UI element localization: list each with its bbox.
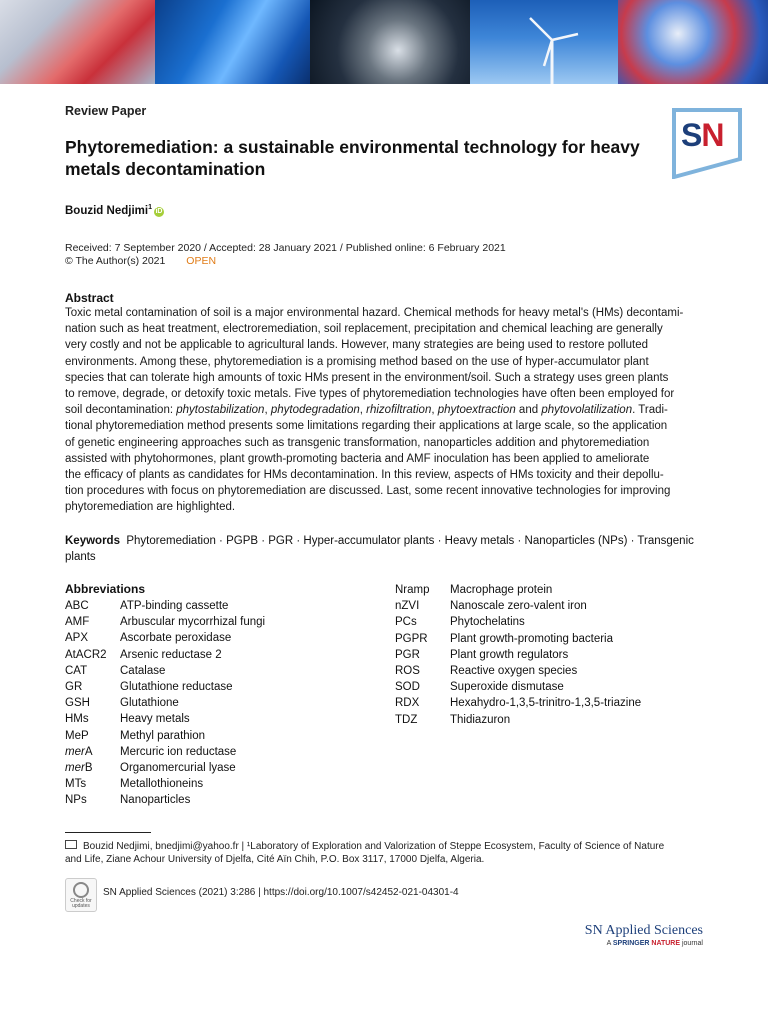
banner-image-wind-turbine bbox=[470, 0, 618, 84]
abbreviation-row: SOD Superoxide dismutase bbox=[395, 681, 564, 694]
author-name[interactable]: Bouzid Nedjimi bbox=[65, 204, 149, 217]
abbreviation-row: RDX Hexahydro-1,3,5-trinitro-1,3,5-triazine bbox=[395, 697, 642, 710]
abstract-line: very costly and not be applicable to agricultural lands. However, many strategies are being used to restore polluted bbox=[65, 339, 648, 352]
title-line-1: Phytoremediation: a sustainable environmental technology for heavy bbox=[65, 137, 640, 157]
footnote bbox=[65, 840, 715, 866]
abbreviation-row: AtACR2 Arsenic reductase 2 bbox=[65, 648, 222, 661]
abstract-line: assisted with phytohormones, plant growth-promoting bacteria and AMF inoculation has been applied to ameliorate bbox=[65, 452, 650, 465]
open-access-label: OPEN bbox=[186, 255, 217, 267]
abbreviation-row: merA Mercuric ion reductase bbox=[65, 745, 237, 758]
keywords-list: Phytoremediation · PGPB · PGR · Hyper-accumulator plants · Heavy metals · Nanoparticles (NPs) · Transgenic bbox=[126, 535, 694, 547]
check-for-updates-icon bbox=[73, 882, 89, 898]
abstract-line: environments. Among these, phytoremediation is a promising method based on the use of hyper-accumulator plant bbox=[65, 355, 649, 368]
abbreviation-row: merB Organomercurial lyase bbox=[65, 762, 236, 775]
footnote-line-2: and Life, Ziane Achour University of Djelfa, Cité Aïn Chih, P.O. Box 3117, 17000 Djelfa, Algeria. bbox=[65, 854, 485, 865]
sn-logo: SN bbox=[671, 107, 743, 179]
banner-image-2 bbox=[155, 0, 310, 84]
citation[interactable]: SN Applied Sciences (2021) 3:286 | https://doi.org/10.1007/s42452-021-04301-4 bbox=[103, 887, 459, 898]
abbreviation-row: APX Ascorbate peroxidase bbox=[65, 632, 232, 645]
orcid-icon[interactable]: iD bbox=[155, 207, 163, 215]
abbreviations-left bbox=[65, 598, 365, 809]
author-affiliation-sup: 1 bbox=[148, 204, 152, 211]
abbreviation-row: ROS Reactive oxygen species bbox=[395, 665, 578, 678]
check-badge-line-1: Check for bbox=[70, 898, 92, 904]
abstract-line: tional phytoremediation method presents some limitations regarding their applications at large scale, so the application bbox=[65, 420, 668, 433]
abbreviation-row: ABC ATP-binding cassette bbox=[65, 600, 229, 612]
abstract-line: the efficacy of plants as candidates for HMs decontamination. In this review, aspects of HMs toxicity and their depollu- bbox=[65, 469, 664, 482]
sn-logo-text: S bbox=[681, 117, 702, 153]
footnote-divider bbox=[65, 832, 151, 833]
abstract-line: phytoremediation are highlighted. bbox=[65, 501, 236, 514]
abstract-line: species that can tolerate high amounts of toxic HMs present in the environment/soil. Such a strategy uses green plants bbox=[65, 371, 669, 384]
author-line bbox=[65, 204, 164, 217]
abstract-body bbox=[65, 305, 705, 516]
abbreviations-heading: Abbreviations bbox=[65, 582, 146, 596]
keywords-heading: Keywords bbox=[65, 535, 120, 547]
wind-turbine-icon bbox=[470, 0, 618, 84]
abbreviation-row: nZVI Nanoscale zero-valent iron bbox=[395, 600, 587, 613]
abbreviation-row: AMF Arbuscular mycorrhizal fungi bbox=[65, 616, 266, 629]
keywords bbox=[65, 533, 705, 565]
abstract-heading: Abstract bbox=[65, 291, 114, 305]
abbreviation-row: PGR Plant growth regulators bbox=[395, 648, 569, 661]
banner-image-5 bbox=[618, 0, 768, 84]
abbreviation-row: TDZ Thidiazuron bbox=[395, 713, 511, 726]
abstract-line: nation such as heat treatment, electroremediation, soil replacement, precipitation and chemical leaching are generally bbox=[65, 323, 663, 336]
dates: Received: 7 September 2020 / Accepted: 28 January 2021 / Published online: 6 February 2021 bbox=[65, 242, 506, 254]
abbreviation-row: Nramp Macrophage protein bbox=[395, 584, 553, 596]
abstract-line: to remove, degrade, or detoxify toxic metals. Five types of phytoremediation technologies have often been employed for bbox=[65, 388, 675, 401]
abstract-line: tion procedures with focus on phytoremediation are discussed. Last, some recent innovative technologies for improving bbox=[65, 485, 671, 498]
copyright: © The Author(s) 2021 bbox=[65, 255, 166, 267]
footnote-line-1: Bouzid Nedjimi, bnedjimi@yahoo.fr | ¹Laboratory of Exploration and Valorization of Steppe Ecosystem, Faculty of Science of Nature bbox=[83, 841, 665, 852]
abbreviation-row: NPs Nanoparticles bbox=[65, 794, 191, 807]
header-banner bbox=[0, 0, 768, 84]
title-line-2: metals decontamination bbox=[65, 159, 266, 179]
abbreviation-row: PCs Phytochelatins bbox=[395, 616, 525, 629]
abbreviation-row: GSH Glutathione bbox=[65, 697, 179, 710]
abstract-line: Toxic metal contamination of soil is a major environmental hazard. Chemical methods for heavy metal's (HMs) decontami- bbox=[65, 307, 684, 319]
abbreviation-row: PGPR Plant growth-promoting bacteria bbox=[395, 632, 613, 645]
paper-title bbox=[65, 136, 665, 180]
abbreviation-row: GR Glutathione reductase bbox=[65, 681, 233, 694]
abbreviation-row: HMs Heavy metals bbox=[65, 713, 190, 726]
envelope-icon bbox=[65, 840, 77, 849]
abbreviation-row: CAT Catalase bbox=[65, 664, 166, 677]
banner-image-1 bbox=[0, 0, 155, 84]
journal-brand bbox=[520, 923, 703, 947]
check-for-updates-badge[interactable] bbox=[65, 878, 97, 912]
abbreviation-row: MTs Metallothioneins bbox=[65, 778, 204, 791]
abstract-line: of genetic engineering approaches such as transgenic transformation, nanoparticles addition and phytoremediation bbox=[65, 436, 650, 449]
abbreviation-row: MeP Methyl parathion bbox=[65, 729, 206, 742]
paper-type: Review Paper bbox=[65, 104, 147, 118]
check-badge-line-2: updates bbox=[72, 903, 90, 909]
abbreviations-right bbox=[395, 582, 715, 728]
journal-publisher: A SPRINGER NATURE journal bbox=[606, 940, 703, 947]
abstract-line: soil decontamination: phytostabilization, phytodegradation, rhizofiltration, phytoextraction and phytovolatilization. Tradi- bbox=[65, 404, 668, 417]
copyright-line bbox=[65, 255, 216, 268]
banner-image-3 bbox=[310, 0, 470, 84]
journal-name: SN Applied Sciences bbox=[584, 923, 703, 938]
keywords-list-cont: plants bbox=[65, 551, 96, 563]
